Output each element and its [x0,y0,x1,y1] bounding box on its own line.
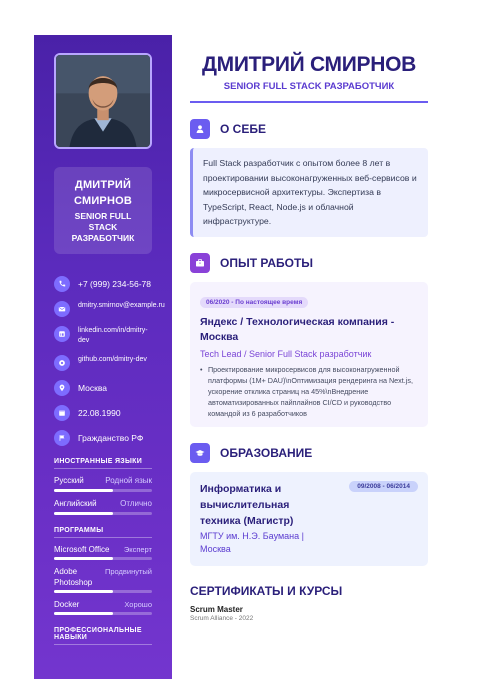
program-name: Adobe Photoshop [54,567,93,587]
program-level-bar [54,590,152,593]
education-entry [190,472,428,566]
page-subtitle: SENIOR FULL STACK РАЗРАБОТЧИК [223,81,395,92]
language-level-bar [54,512,152,515]
experience-heading: ОПЫТ РАБОТЫ [220,255,314,270]
certificate-name: Scrum Master [190,604,243,614]
language-level-fill [54,512,113,515]
program-level-fill [54,557,113,560]
profile-photo [54,53,152,149]
program-level: Хорошо [124,600,152,609]
contact-text: github.com/dmitry-dev [78,356,147,363]
education-degree: Информатика и вычислительная техника (Магистр) [200,482,294,527]
job-position: Tech Lead / Senior Full Stack разработчик [200,348,372,359]
job-period-badge: 06/2020 - По настоящее время [200,297,308,308]
resume-sheet [34,35,446,679]
program-level-bar [54,557,152,560]
program-level-fill [54,612,113,615]
program-item [54,599,152,615]
job-description [200,364,418,419]
name-card [54,167,152,254]
certificates-heading: СЕРТИФИКАТЫ И КУРСЫ [190,583,343,598]
phone-icon [54,276,70,292]
graduation-cap-icon [190,443,210,463]
location-icon [54,380,70,396]
sidebar-name: ДМИТРИЙ СМИРНОВ [73,179,133,207]
sidebar [34,35,172,679]
language-name: Английский [54,499,97,508]
education-heading: ОБРАЗОВАНИЕ [220,445,313,460]
about-heading: О СЕБЕ [220,122,266,136]
program-level-fill [54,590,113,593]
main-content [172,35,446,679]
contact-phone[interactable] [54,276,152,292]
contact-text: +7 (999) 234-56-78 [78,279,152,289]
program-name: Docker [54,600,80,609]
programs-heading: ПРОГРАММЫ [54,527,152,538]
languages-heading: ИНОСТРАННЫЕ ЯЗЫКИ [54,458,152,469]
contact-email[interactable] [54,301,165,317]
bullet-icon: • [200,364,203,374]
program-name: Microsoft Office [54,545,110,554]
experience-section-header [190,253,428,273]
contact-location [54,380,152,396]
github-icon [54,355,70,371]
contact-text: dmitry.smirnov@example.ru [78,302,165,309]
contact-text: linkedin.com/in/dmitry-dev [78,327,148,344]
contact-birthdate [54,405,152,421]
job-bullet-text: Проектирование микросервисов для высоконагруженной платформы (1М+ DAU)\nОптимизация рендеринга на Next.js, ускорение отклика страниц на 45%\nВнедрение автоматизированных пайплайнов CI/CD и руководство командой из 6 разработчиков [208,364,413,418]
about-text: Full Stack разработчик с опытом более 8 лет в проектировании высоконагруженных веб-сервисов и микросервисной архитектуры. Экспертиза в TypeScript, React, Node.js и облачной инфраструктуре. [190,148,428,237]
contact-text: Гражданство РФ [78,433,144,443]
about-section-header [190,119,428,139]
sidebar-role: SENIOR FULL STACK РАЗРАБОТЧИК [71,211,135,243]
job-company: Яндекс / Технологическая компания - Москва [200,315,395,343]
flag-icon [54,430,70,446]
email-icon [54,301,70,317]
program-level: Продвинутый [104,567,152,576]
program-level-bar [54,612,152,615]
briefcase-icon [190,253,210,273]
education-period-badge: 09/2008 - 06/2014 [349,481,418,492]
education-university: МГТУ им. Н.Э. Баумана | Москва [200,530,304,554]
skills-heading: ПРОФЕССИОНАЛЬНЫЕ НАВЫКИ [54,627,152,645]
calendar-icon [54,405,70,421]
job-entry [190,282,428,427]
linkedin-icon [54,326,70,342]
contact-linkedin[interactable] [54,326,152,346]
program-item [54,544,152,560]
certificate-issuer: Scrum Alliance - 2022 [190,614,254,622]
language-item [54,475,152,492]
language-level: Родной язык [105,476,152,485]
program-item [54,566,152,593]
language-level-bar [54,489,152,492]
title-divider [190,101,428,103]
education-section-header [190,443,428,463]
language-level: Отлично [120,499,152,508]
contact-text: 22.08.1990 [78,408,121,418]
page-title: ДМИТРИЙ СМИРНОВ [201,53,417,76]
user-icon [190,119,210,139]
person-portrait-icon [56,55,150,147]
contact-list [54,276,165,446]
language-level-fill [54,489,113,492]
language-name: Русский [54,476,84,485]
contact-text: Москва [78,383,108,393]
language-item [54,498,152,515]
contact-github[interactable] [54,355,152,371]
contact-citizenship [54,430,152,446]
program-level: Эксперт [123,545,152,554]
